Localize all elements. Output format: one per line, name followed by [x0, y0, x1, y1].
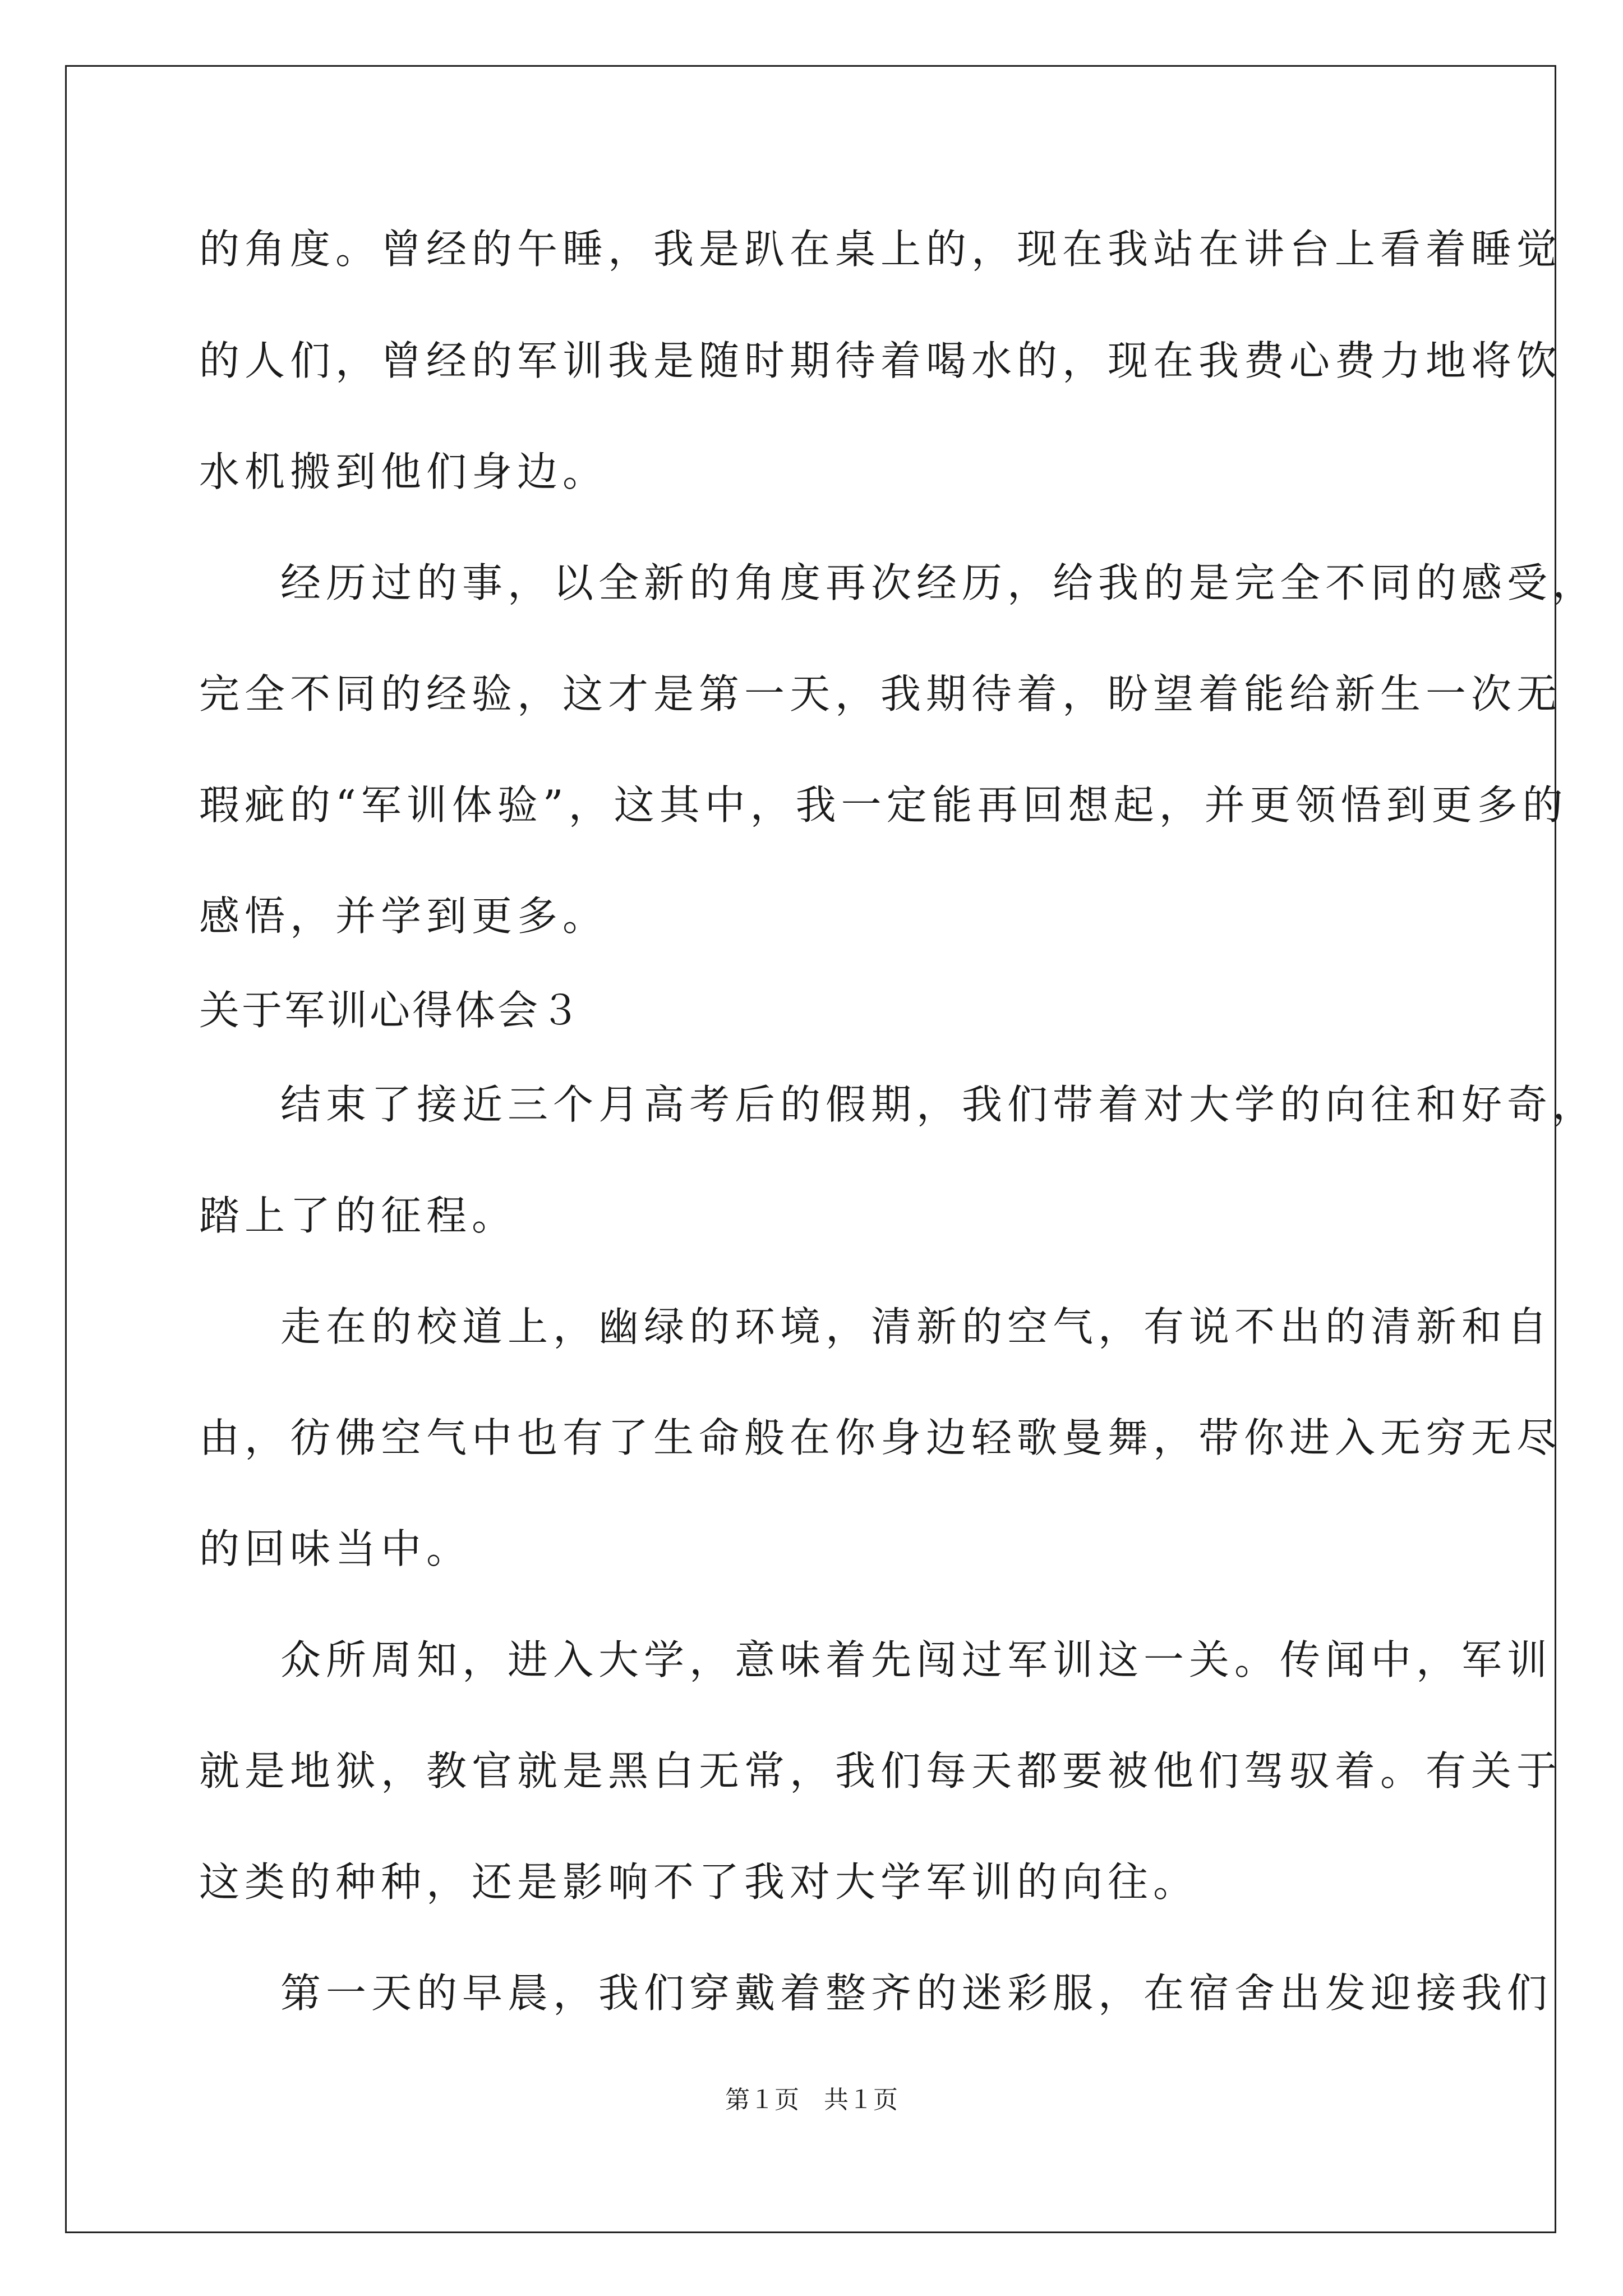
paragraph-line: 经历过的事，以全新的角度再次经历，给我的是完全不同的感受， — [280, 559, 1598, 606]
page-footer: 第１页 共１页 — [725, 2086, 898, 2114]
paragraph-line: 完全不同的经验，这才是第一天，我期待着，盼望着能给新生一次无 — [199, 670, 1562, 717]
paragraph-line: 第一天的早晨，我们穿戴着整齐的迷彩服，在宿舍出发迎接我们 — [280, 1970, 1553, 2017]
paragraph-line: 这类的种种，还是影响不了我对大学军训的向往。 — [199, 1858, 1199, 1906]
paragraph-line: 水机搬到他们身边。 — [199, 448, 608, 495]
paragraph-line: 瑕疵的“军训体验”，这其中，我一定能再回想起，并更领悟到更多的 — [199, 781, 1568, 829]
paragraph-line: 走在的校道上，幽绿的环境，清新的空气，有说不出的清新和自 — [280, 1303, 1553, 1350]
paragraph-line: 由，彷佛空气中也有了生命般在你身边轻歌曼舞，带你进入无穷无尽 — [199, 1414, 1562, 1461]
paragraph-line: 众所周知，进入大学，意味着先闯过军训这一关。传闻中，军训 — [280, 1636, 1553, 1683]
paragraph-line: 感悟，并学到更多。 — [199, 892, 608, 940]
paragraph-line: 的人们，曾经的军训我是随时期待着喝水的，现在我费心费力地将饮 — [199, 337, 1562, 384]
paragraph-line: 的回味当中。 — [199, 1525, 472, 1572]
page-border — [65, 65, 1556, 2233]
paragraph-line: 的角度。曾经的午睡，我是趴在桌上的，现在我站在讲台上看着睡觉 — [199, 226, 1562, 273]
paragraph-line: 结束了接近三个月高考后的假期，我们带着对大学的向往和好奇， — [280, 1081, 1598, 1128]
paragraph-line: 就是地狱，教官就是黑白无常，我们每天都要被他们驾驭着。有关于 — [199, 1747, 1562, 1795]
section-heading: 关于军训心得体会３ — [199, 987, 583, 1034]
paragraph-line: 踏上了的征程。 — [199, 1192, 518, 1239]
